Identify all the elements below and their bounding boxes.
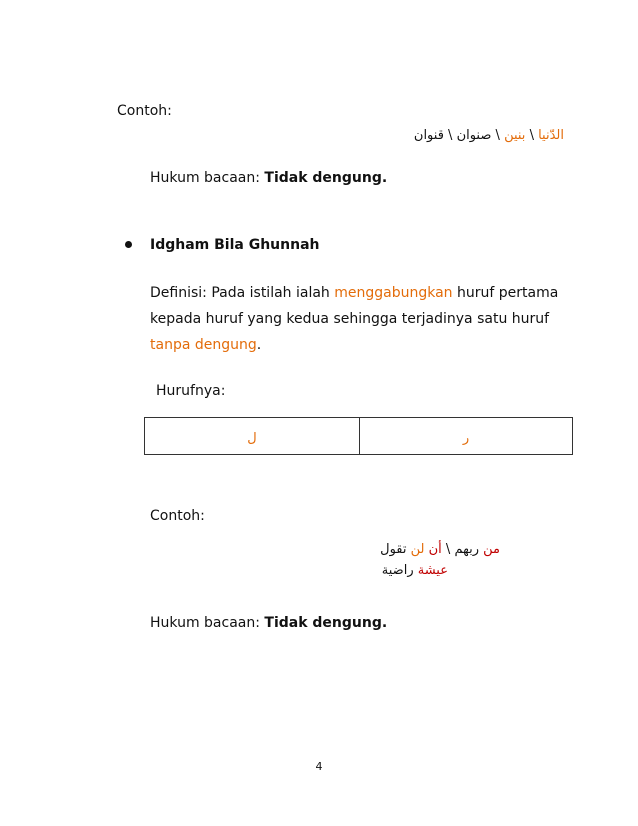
table-cell bbox=[145, 418, 360, 455]
definisi-highlight: tanpa dengung bbox=[150, 337, 257, 353]
arabic-example-2a bbox=[380, 542, 500, 557]
arabic-word: من bbox=[479, 542, 500, 557]
definisi-line-1 bbox=[150, 280, 558, 306]
definisi-line-3 bbox=[150, 332, 261, 358]
arabic-word: راضية bbox=[381, 563, 414, 578]
arabic-example-2b bbox=[382, 563, 448, 578]
contoh-label-2: Contoh: bbox=[150, 508, 205, 524]
hukum-bacaan-1 bbox=[150, 165, 387, 191]
definisi-text: Definisi: Pada istilah ialah bbox=[150, 285, 335, 301]
arabic-word: \ bbox=[443, 128, 457, 143]
arabic-word: \ bbox=[441, 542, 455, 557]
huruf-letter: ل bbox=[247, 430, 257, 446]
definisi-line-2: kepada huruf yang kedua sehingga terjadinya satu huruf bbox=[150, 311, 550, 327]
arabic-word: بنين bbox=[504, 128, 526, 143]
hukum-value: Tidak dengung. bbox=[264, 615, 388, 631]
definisi-text: . bbox=[256, 337, 262, 353]
hukum-value: Tidak dengung. bbox=[264, 170, 388, 186]
page-number: 4 bbox=[315, 760, 323, 773]
arabic-word: الدّنيا bbox=[538, 128, 564, 143]
hurufnya-label: Hurufnya: bbox=[156, 383, 226, 399]
contoh-label: Contoh: bbox=[117, 103, 172, 119]
arabic-word: \ bbox=[525, 128, 539, 143]
arabic-word: \ bbox=[491, 128, 505, 143]
section-title: Idgham Bila Ghunnah bbox=[150, 237, 320, 253]
definisi-highlight: menggabungkan bbox=[334, 285, 453, 301]
bullet-icon bbox=[125, 241, 132, 248]
arabic-word: ربهم bbox=[454, 542, 479, 557]
huruf-table bbox=[144, 417, 573, 455]
arabic-word: أن bbox=[424, 542, 442, 557]
arabic-word: قنوان bbox=[413, 128, 444, 143]
arabic-word: عيشة bbox=[413, 563, 448, 578]
hukum-bacaan-2 bbox=[150, 610, 387, 636]
hukum-prefix: Hukum bacaan: bbox=[150, 615, 265, 631]
arabic-example-1 bbox=[414, 128, 564, 143]
table-row bbox=[145, 418, 573, 455]
arabic-word: لن bbox=[410, 542, 425, 557]
hukum-prefix: Hukum bacaan: bbox=[150, 170, 265, 186]
arabic-word: صنوان bbox=[456, 128, 492, 143]
table-cell bbox=[360, 418, 573, 455]
arabic-word: تقول bbox=[380, 542, 411, 557]
definisi-text: huruf pertama bbox=[452, 285, 559, 301]
huruf-letter: ر bbox=[462, 430, 470, 446]
